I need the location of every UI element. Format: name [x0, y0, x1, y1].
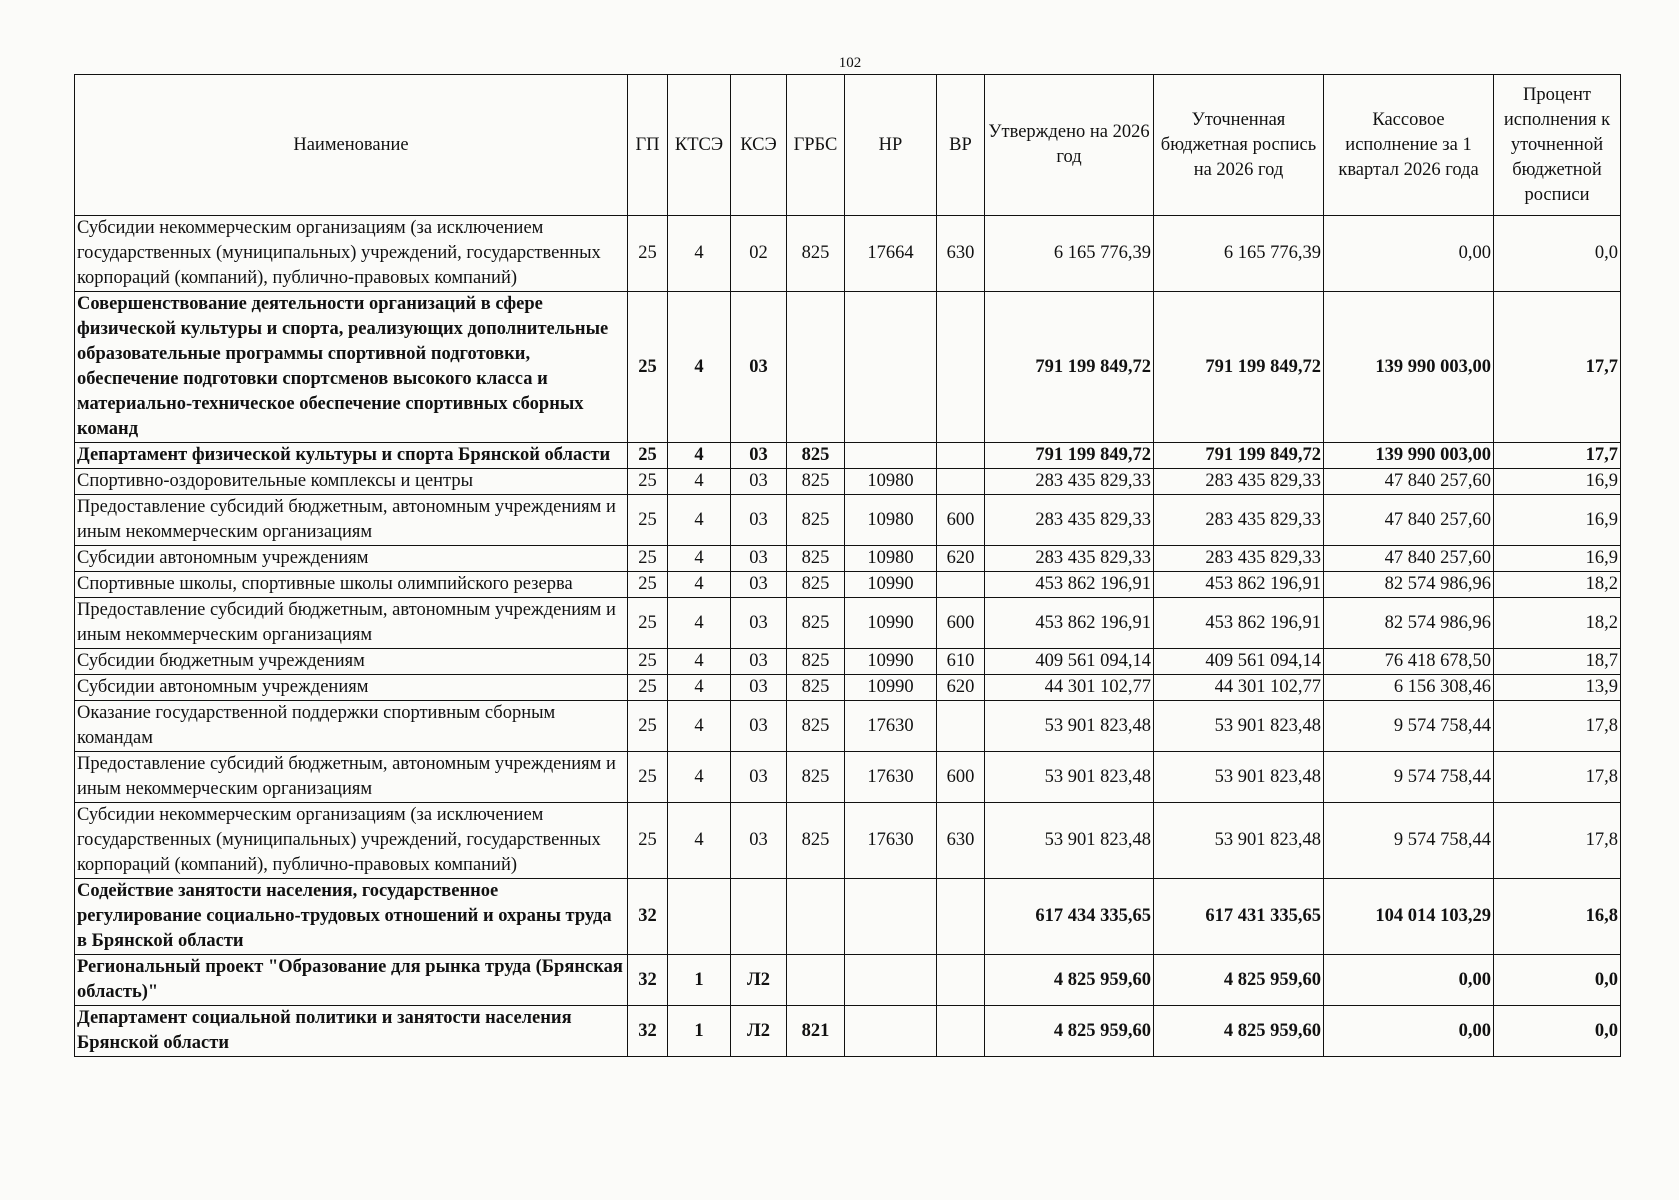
cell-nr — [845, 879, 937, 955]
cell-percent: 0,0 — [1494, 1006, 1621, 1057]
header-percent: Процент исполнения к уточненной бюджетной росписи — [1494, 75, 1621, 216]
cell-kse: 03 — [731, 443, 787, 469]
cell-name: Субсидии некоммерческим организациям (за исключением государственных (муниципальных) учреждений, государственных корпораций (компаний), публично-правовых компаний) — [75, 216, 628, 292]
cell-nr: 10980 — [845, 495, 937, 546]
cell-ktse: 4 — [668, 752, 731, 803]
cell-kse: 03 — [731, 675, 787, 701]
header-ktse: КТСЭ — [668, 75, 731, 216]
cell-approved: 53 901 823,48 — [985, 701, 1154, 752]
cell-gp: 25 — [628, 649, 668, 675]
cell-cash: 47 840 257,60 — [1324, 546, 1494, 572]
cell-cash: 9 574 758,44 — [1324, 752, 1494, 803]
cell-percent: 18,7 — [1494, 649, 1621, 675]
cell-cash: 82 574 986,96 — [1324, 572, 1494, 598]
cell-vr: 600 — [937, 752, 985, 803]
table-row — [75, 879, 1621, 955]
cell-cash: 0,00 — [1324, 955, 1494, 1006]
cell-gp: 25 — [628, 701, 668, 752]
cell-percent: 16,9 — [1494, 495, 1621, 546]
cell-nr: 17630 — [845, 701, 937, 752]
cell-grbs: 821 — [787, 1006, 845, 1057]
cell-refined: 53 901 823,48 — [1154, 701, 1324, 752]
cell-approved: 53 901 823,48 — [985, 803, 1154, 879]
cell-kse: 03 — [731, 803, 787, 879]
cell-ktse: 4 — [668, 649, 731, 675]
cell-ktse: 4 — [668, 803, 731, 879]
cell-name: Предоставление субсидий бюджетным, автономным учреждениям и иным некоммерческим организациям — [75, 495, 628, 546]
cell-grbs: 825 — [787, 701, 845, 752]
cell-nr: 10990 — [845, 649, 937, 675]
cell-name: Совершенствование деятельности организаций в сфере физической культуры и спорта, реализующих дополнительные образовательные программы спортивной подготовки, обеспечение подготовки спортсменов высокого класса и материально-техническое обеспечение спортивных сборных команд — [75, 292, 628, 443]
cell-gp: 32 — [628, 1006, 668, 1057]
cell-approved: 283 435 829,33 — [985, 469, 1154, 495]
cell-ktse: 1 — [668, 955, 731, 1006]
header-kse: КСЭ — [731, 75, 787, 216]
cell-kse: 03 — [731, 292, 787, 443]
cell-name: Субсидии некоммерческим организациям (за исключением государственных (муниципальных) учреждений, государственных корпораций (компаний), публично-правовых компаний) — [75, 803, 628, 879]
cell-approved: 791 199 849,72 — [985, 443, 1154, 469]
table-row — [75, 469, 1621, 495]
table-row — [75, 752, 1621, 803]
cell-name: Предоставление субсидий бюджетным, автономным учреждениям и иным некоммерческим организациям — [75, 752, 628, 803]
cell-grbs — [787, 955, 845, 1006]
cell-refined: 453 862 196,91 — [1154, 598, 1324, 649]
cell-nr: 17664 — [845, 216, 937, 292]
cell-cash: 6 156 308,46 — [1324, 675, 1494, 701]
cell-gp: 32 — [628, 879, 668, 955]
cell-grbs: 825 — [787, 675, 845, 701]
cell-refined: 6 165 776,39 — [1154, 216, 1324, 292]
cell-cash: 104 014 103,29 — [1324, 879, 1494, 955]
table-row — [75, 803, 1621, 879]
cell-name: Департамент социальной политики и занятости населения Брянской области — [75, 1006, 628, 1057]
header-vr: ВР — [937, 75, 985, 216]
cell-grbs: 825 — [787, 469, 845, 495]
cell-grbs: 825 — [787, 598, 845, 649]
cell-nr: 10990 — [845, 675, 937, 701]
cell-vr: 620 — [937, 675, 985, 701]
cell-refined: 44 301 102,77 — [1154, 675, 1324, 701]
cell-vr — [937, 443, 985, 469]
cell-vr: 620 — [937, 546, 985, 572]
cell-gp: 25 — [628, 675, 668, 701]
cell-nr: 17630 — [845, 752, 937, 803]
cell-kse: 03 — [731, 469, 787, 495]
cell-grbs — [787, 879, 845, 955]
cell-approved: 283 435 829,33 — [985, 546, 1154, 572]
cell-grbs: 825 — [787, 803, 845, 879]
cell-ktse: 4 — [668, 572, 731, 598]
cell-percent: 16,8 — [1494, 879, 1621, 955]
cell-kse — [731, 879, 787, 955]
cell-kse: Л2 — [731, 955, 787, 1006]
cell-percent: 16,9 — [1494, 469, 1621, 495]
cell-gp: 25 — [628, 495, 668, 546]
cell-cash: 76 418 678,50 — [1324, 649, 1494, 675]
cell-gp: 25 — [628, 443, 668, 469]
cell-approved: 453 862 196,91 — [985, 598, 1154, 649]
cell-refined: 791 199 849,72 — [1154, 292, 1324, 443]
cell-percent: 0,0 — [1494, 955, 1621, 1006]
cell-percent: 13,9 — [1494, 675, 1621, 701]
cell-cash: 0,00 — [1324, 216, 1494, 292]
cell-nr — [845, 292, 937, 443]
header-gp: ГП — [628, 75, 668, 216]
cell-name: Спортивные школы, спортивные школы олимпийского резерва — [75, 572, 628, 598]
cell-ktse: 4 — [668, 216, 731, 292]
cell-kse: 03 — [731, 701, 787, 752]
cell-gp: 25 — [628, 572, 668, 598]
cell-percent: 17,8 — [1494, 701, 1621, 752]
page-number: 102 — [838, 55, 862, 71]
cell-grbs: 825 — [787, 649, 845, 675]
cell-ktse: 4 — [668, 598, 731, 649]
cell-percent: 16,9 — [1494, 546, 1621, 572]
cell-ktse: 4 — [668, 469, 731, 495]
cell-grbs: 825 — [787, 443, 845, 469]
cell-refined: 791 199 849,72 — [1154, 443, 1324, 469]
cell-vr — [937, 469, 985, 495]
cell-nr: 10990 — [845, 572, 937, 598]
cell-vr — [937, 701, 985, 752]
cell-refined: 283 435 829,33 — [1154, 546, 1324, 572]
cell-name: Субсидии автономным учреждениям — [75, 546, 628, 572]
header-grbs: ГРБС — [787, 75, 845, 216]
cell-name: Спортивно-оздоровительные комплексы и центры — [75, 469, 628, 495]
cell-percent: 17,8 — [1494, 752, 1621, 803]
cell-cash: 47 840 257,60 — [1324, 495, 1494, 546]
cell-gp: 25 — [628, 803, 668, 879]
cell-cash: 0,00 — [1324, 1006, 1494, 1057]
cell-kse: 03 — [731, 649, 787, 675]
cell-refined: 4 825 959,60 — [1154, 955, 1324, 1006]
cell-cash: 47 840 257,60 — [1324, 469, 1494, 495]
cell-vr: 600 — [937, 495, 985, 546]
table-row — [75, 1006, 1621, 1057]
cell-gp: 25 — [628, 752, 668, 803]
cell-kse: 03 — [731, 572, 787, 598]
header-name: Наименование — [75, 75, 628, 216]
cell-nr — [845, 443, 937, 469]
cell-nr: 10990 — [845, 598, 937, 649]
cell-ktse: 4 — [668, 546, 731, 572]
cell-refined: 283 435 829,33 — [1154, 495, 1324, 546]
cell-ktse: 4 — [668, 443, 731, 469]
cell-ktse — [668, 879, 731, 955]
cell-cash: 139 990 003,00 — [1324, 292, 1494, 443]
cell-grbs: 825 — [787, 546, 845, 572]
cell-cash: 9 574 758,44 — [1324, 701, 1494, 752]
cell-vr — [937, 955, 985, 1006]
header-nr: НР — [845, 75, 937, 216]
cell-grbs — [787, 292, 845, 443]
cell-grbs: 825 — [787, 495, 845, 546]
cell-approved: 283 435 829,33 — [985, 495, 1154, 546]
cell-approved: 4 825 959,60 — [985, 1006, 1154, 1057]
cell-vr: 630 — [937, 803, 985, 879]
cell-refined: 453 862 196,91 — [1154, 572, 1324, 598]
cell-gp: 32 — [628, 955, 668, 1006]
cell-vr: 610 — [937, 649, 985, 675]
cell-ktse: 4 — [668, 701, 731, 752]
header-cash: Кассовое исполнение за 1 квартал 2026 года — [1324, 75, 1494, 216]
header-approved: Утверждено на 2026 год — [985, 75, 1154, 216]
cell-approved: 791 199 849,72 — [985, 292, 1154, 443]
cell-kse: 03 — [731, 598, 787, 649]
cell-name: Субсидии автономным учреждениям — [75, 675, 628, 701]
cell-gp: 25 — [628, 469, 668, 495]
cell-kse: 03 — [731, 495, 787, 546]
cell-name: Департамент физической культуры и спорта Брянской области — [75, 443, 628, 469]
cell-name: Содействие занятости населения, государственное регулирование социально-трудовых отношений и охраны труда в Брянской области — [75, 879, 628, 955]
cell-kse: 03 — [731, 546, 787, 572]
table-row — [75, 701, 1621, 752]
cell-vr — [937, 292, 985, 443]
table-row — [75, 649, 1621, 675]
cell-vr — [937, 1006, 985, 1057]
cell-grbs: 825 — [787, 752, 845, 803]
cell-percent: 17,7 — [1494, 443, 1621, 469]
cell-refined: 409 561 094,14 — [1154, 649, 1324, 675]
cell-name: Оказание государственной поддержки спортивным сборным командам — [75, 701, 628, 752]
cell-percent: 17,7 — [1494, 292, 1621, 443]
table-header-row — [75, 75, 1621, 216]
cell-approved: 409 561 094,14 — [985, 649, 1154, 675]
cell-nr: 10980 — [845, 546, 937, 572]
cell-ktse: 1 — [668, 1006, 731, 1057]
cell-grbs: 825 — [787, 572, 845, 598]
table-row — [75, 216, 1621, 292]
table-row — [75, 292, 1621, 443]
cell-ktse: 4 — [668, 292, 731, 443]
budget-table — [74, 74, 1621, 1057]
cell-percent: 18,2 — [1494, 572, 1621, 598]
cell-approved: 44 301 102,77 — [985, 675, 1154, 701]
cell-nr: 17630 — [845, 803, 937, 879]
cell-nr — [845, 1006, 937, 1057]
table-row — [75, 495, 1621, 546]
cell-gp: 25 — [628, 546, 668, 572]
cell-approved: 617 434 335,65 — [985, 879, 1154, 955]
table-row — [75, 955, 1621, 1006]
cell-refined: 4 825 959,60 — [1154, 1006, 1324, 1057]
cell-refined: 283 435 829,33 — [1154, 469, 1324, 495]
cell-name: Субсидии бюджетным учреждениям — [75, 649, 628, 675]
cell-refined: 617 431 335,65 — [1154, 879, 1324, 955]
cell-vr: 600 — [937, 598, 985, 649]
header-refined: Уточненная бюджетная роспись на 2026 год — [1154, 75, 1324, 216]
cell-percent: 18,2 — [1494, 598, 1621, 649]
cell-vr: 630 — [937, 216, 985, 292]
cell-approved: 453 862 196,91 — [985, 572, 1154, 598]
cell-ktse: 4 — [668, 495, 731, 546]
table-row — [75, 675, 1621, 701]
cell-percent: 17,8 — [1494, 803, 1621, 879]
cell-kse: 02 — [731, 216, 787, 292]
table-body — [75, 216, 1621, 1057]
cell-nr — [845, 955, 937, 1006]
cell-gp: 25 — [628, 216, 668, 292]
cell-cash: 139 990 003,00 — [1324, 443, 1494, 469]
cell-kse: 03 — [731, 752, 787, 803]
cell-gp: 25 — [628, 598, 668, 649]
cell-refined: 53 901 823,48 — [1154, 803, 1324, 879]
table-row — [75, 546, 1621, 572]
cell-kse: Л2 — [731, 1006, 787, 1057]
cell-vr — [937, 572, 985, 598]
cell-gp: 25 — [628, 292, 668, 443]
table-row — [75, 443, 1621, 469]
cell-refined: 53 901 823,48 — [1154, 752, 1324, 803]
cell-name: Региональный проект "Образование для рынка труда (Брянская область)" — [75, 955, 628, 1006]
cell-name: Предоставление субсидий бюджетным, автономным учреждениям и иным некоммерческим организациям — [75, 598, 628, 649]
cell-grbs: 825 — [787, 216, 845, 292]
cell-approved: 4 825 959,60 — [985, 955, 1154, 1006]
cell-nr: 10980 — [845, 469, 937, 495]
table-row — [75, 572, 1621, 598]
cell-cash: 82 574 986,96 — [1324, 598, 1494, 649]
cell-approved: 53 901 823,48 — [985, 752, 1154, 803]
cell-cash: 9 574 758,44 — [1324, 803, 1494, 879]
cell-ktse: 4 — [668, 675, 731, 701]
cell-approved: 6 165 776,39 — [985, 216, 1154, 292]
cell-percent: 0,0 — [1494, 216, 1621, 292]
table-row — [75, 598, 1621, 649]
cell-vr — [937, 879, 985, 955]
